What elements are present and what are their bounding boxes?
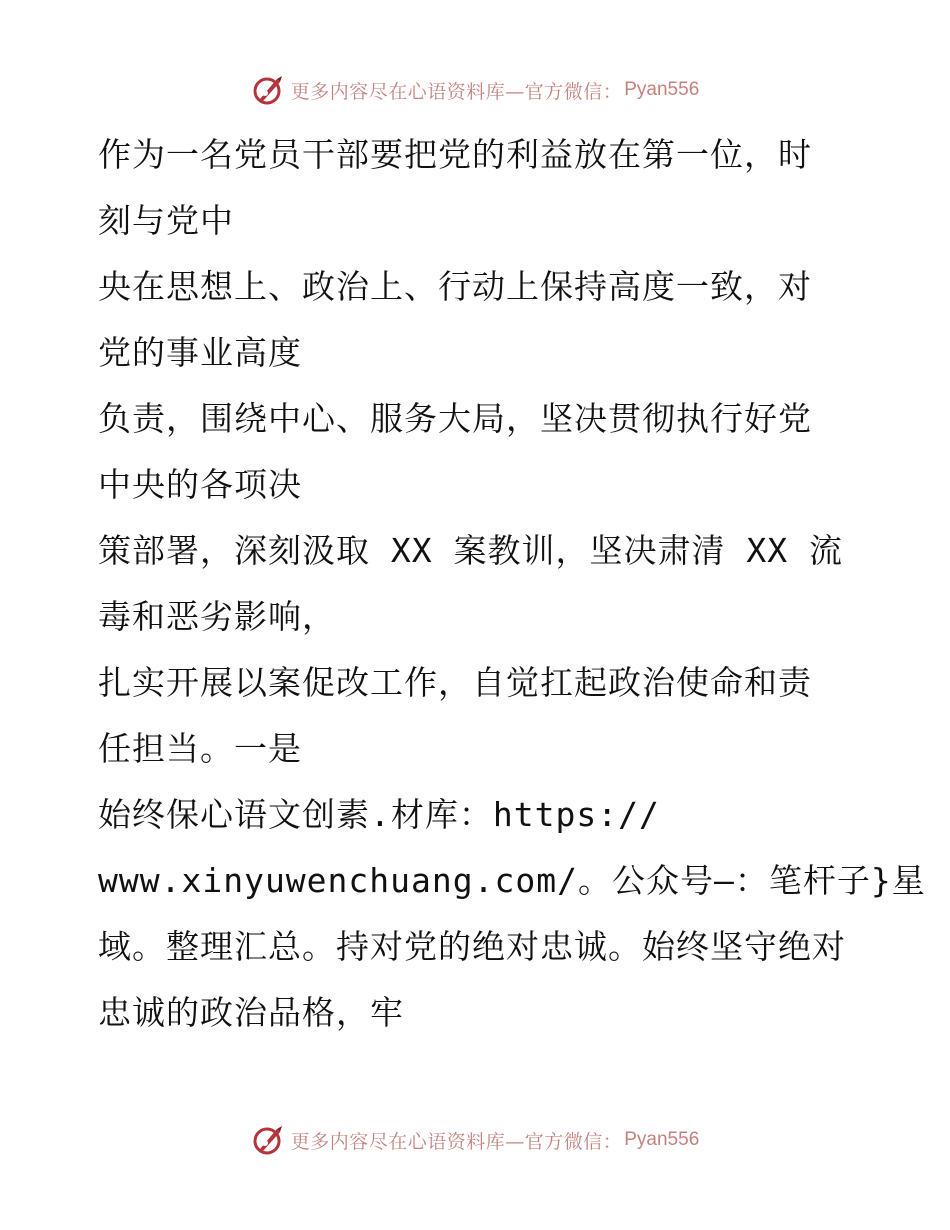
body-line: 中央的各项决 <box>98 465 302 504</box>
body-line: 忠诚的政治品格，牢 <box>98 993 404 1032</box>
body-line: 毒和恶劣影响， <box>98 597 336 636</box>
document-body <box>98 122 926 1046</box>
header-banner <box>0 70 950 110</box>
body-line: 策部署，深刻汲取 XX 案教训，坚决肃清 XX 流 <box>98 531 843 570</box>
body-line: 始终保心语文创素.材库：https:// <box>98 795 660 834</box>
header-banner-brand: Pyan556 <box>624 79 700 100</box>
footer-banner-text: 更多内容尽在心语资料库—官方微信： <box>290 1130 623 1153</box>
footer-banner <box>0 1120 950 1160</box>
body-line: 负责，围绕中心、服务大局，坚决贯彻执行好党 <box>98 399 812 438</box>
body-line: 央在思想上、政治上、行动上保持高度一致，对 <box>98 267 812 306</box>
body-line: 刻与党中 <box>98 201 234 240</box>
body-line: 党的事业高度 <box>98 333 302 372</box>
body-line: 扎实开展以案促改工作，自觉扛起政治使命和责 <box>98 663 812 702</box>
quill-logo-icon <box>251 1123 285 1157</box>
header-banner-text: 更多内容尽在心语资料库—官方微信： <box>290 80 623 103</box>
footer-banner-brand: Pyan556 <box>624 1129 700 1150</box>
body-line: www.xinyuwenchuang.com/。公众号—：笔杆子}星 <box>98 861 926 900</box>
body-line: 作为一名党员干部要把党的利益放在第一位，时 <box>98 135 812 174</box>
quill-logo-icon <box>251 73 285 107</box>
body-line: 域。整理汇总。持对党的绝对忠诚。始终坚守绝对 <box>98 927 846 966</box>
body-line: 任担当。一是 <box>98 729 302 768</box>
